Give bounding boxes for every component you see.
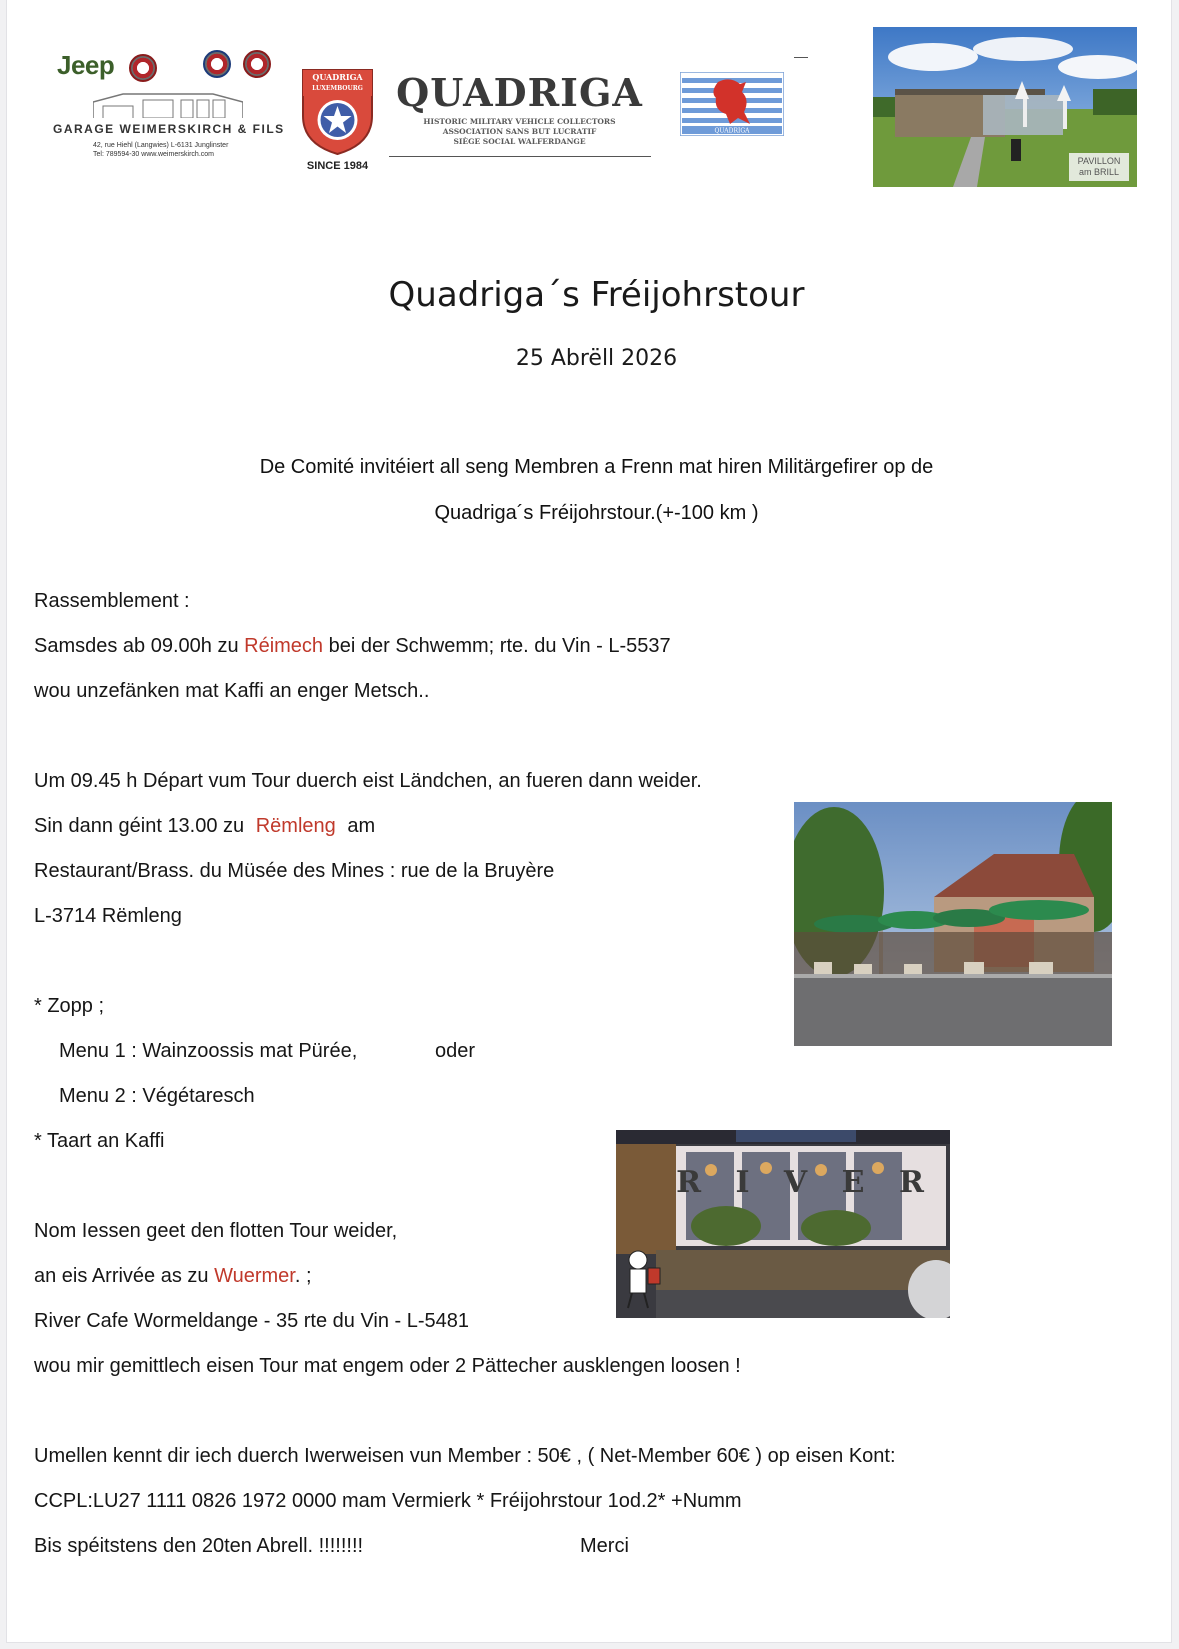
body-line: CCPL:LU27 1111 0826 1972 0000 mam Vermierk * Fréijohrstour 1od.2* +Numm: [34, 1490, 742, 1512]
body-text: Sin dann géint 13.00 zu: [34, 815, 250, 837]
menu-item: * Taart an Kaffi: [34, 1130, 165, 1152]
page-title: Quadriga´s Fréijohrstour: [388, 275, 805, 315]
garage-building-icon: [93, 88, 243, 118]
body-line: [34, 815, 375, 838]
intro-text: De Comité invitéiert all seng Membren a Frenn mat hiren Militärgefirer op de: [259, 456, 934, 478]
body-line: River Cafe Wormeldange - 35 rte du Vin - L-5481: [34, 1310, 470, 1332]
garage-name: GARAGE WEIMERSKIRCH & FILS: [53, 122, 285, 136]
garage-weimerskirch-logo: [53, 46, 303, 166]
menu-item: Menu 1 : Wainzoossis mat Pürée,: [59, 1040, 358, 1062]
pavilion-caption: am BRILL: [1078, 167, 1120, 177]
pavilion-am-brill-photo: [873, 27, 1137, 187]
menu-item: Menu 2 : Végétaresch: [59, 1085, 255, 1107]
body-line: Um 09.45 h Départ vum Tour duerch eist Ländchen, an fueren dann weider.: [34, 770, 702, 792]
fiat-badge-icon: [129, 54, 157, 82]
place-name: Réimech: [244, 635, 324, 657]
pavilion-caption: PAVILLON: [1077, 156, 1121, 166]
river-sign-text: R I V E R: [676, 1165, 936, 1200]
flag-label: QUADRIGA: [714, 127, 750, 135]
alfa-romeo-badge-icon: [203, 50, 231, 78]
body-line: Umellen kennt dir iech duerch Iwerweisen vun Member : 50€ , ( Net-Member 60€ ) op eisen Kont:: [34, 1445, 896, 1467]
jeep-logo-text: Jeep: [57, 50, 115, 80]
fiat-service-badge-icon: [243, 50, 271, 78]
quadriga-subtitle: [387, 117, 652, 147]
shield-subtitle: LUXEMBOURG: [312, 85, 363, 92]
shield-star-icon: [300, 68, 375, 156]
river-cafe-photo: [616, 1130, 950, 1318]
garage-address: [93, 141, 228, 159]
divider: [389, 156, 651, 157]
body-line: Restaurant/Brass. du Müsée des Mines : rue de la Bruyère: [34, 860, 555, 882]
quadriga-wordmark: [387, 64, 652, 159]
place-name: Wuermer: [214, 1265, 295, 1287]
menu-item: oder: [435, 1040, 476, 1062]
restaurant-musee-des-mines-photo: [794, 802, 1112, 1046]
quadriga-title: QUADRIGA: [396, 70, 643, 115]
divider: [794, 57, 808, 58]
menu-item: * Zopp ;: [34, 995, 105, 1017]
body-line: L-3714 Rëmleng: [34, 905, 182, 927]
body-text: Samsdes ab 09.00h zu: [34, 635, 245, 657]
place-name: Rëmleng: [255, 815, 336, 837]
quadriga-subtitle-line: SIÈGE SOCIAL WALFERDANGE: [453, 137, 586, 146]
shield-title: QUADRIGA: [312, 72, 363, 82]
body-line: Nom Iessen geet den flotten Tour weider,: [34, 1220, 398, 1242]
garage-address-line: 42, rue Hiehl (Langwies) L-6131 Junglinster: [93, 142, 229, 149]
event-date: 25 Abrëll 2026: [515, 346, 678, 371]
quadriga-subtitle-line: HISTORIC MILITARY VEHICLE COLLECTORS: [423, 117, 616, 126]
body-text: . ;: [294, 1265, 312, 1287]
body-line: [34, 1265, 312, 1288]
merci-text: Merci: [580, 1535, 629, 1557]
quadriga-shield-logo: [300, 68, 375, 172]
rassemblement-heading: Rassemblement :: [34, 590, 190, 612]
body-line: Bis spéitstens den 20ten Abrell. !!!!!!!!: [34, 1535, 364, 1557]
body-line: wou mir gemittlech eisen Tour mat engem oder 2 Pättecher ausklengen loosen !: [34, 1355, 741, 1377]
intro-text: Quadriga´s Fréijohrstour.(+-100 km ): [434, 502, 759, 524]
body-line: [34, 635, 671, 658]
body-line: wou unzefänken mat Kaffi an enger Metsch..: [34, 680, 430, 702]
body-text: an eis Arrivée as zu: [34, 1265, 215, 1287]
luxembourg-lion-flag-icon: [680, 72, 784, 136]
body-text: am: [341, 815, 376, 837]
since-label: SINCE 1984: [306, 160, 369, 172]
body-text: bei der Schwemm; rte. du Vin - L-5537: [323, 635, 671, 657]
document-page: [7, 0, 1171, 1642]
garage-contact-line: Tel: 789594-30 www.weimerskirch.com: [93, 151, 214, 158]
quadriga-subtitle-line: ASSOCIATION SANS BUT LUCRATIF: [442, 127, 597, 136]
